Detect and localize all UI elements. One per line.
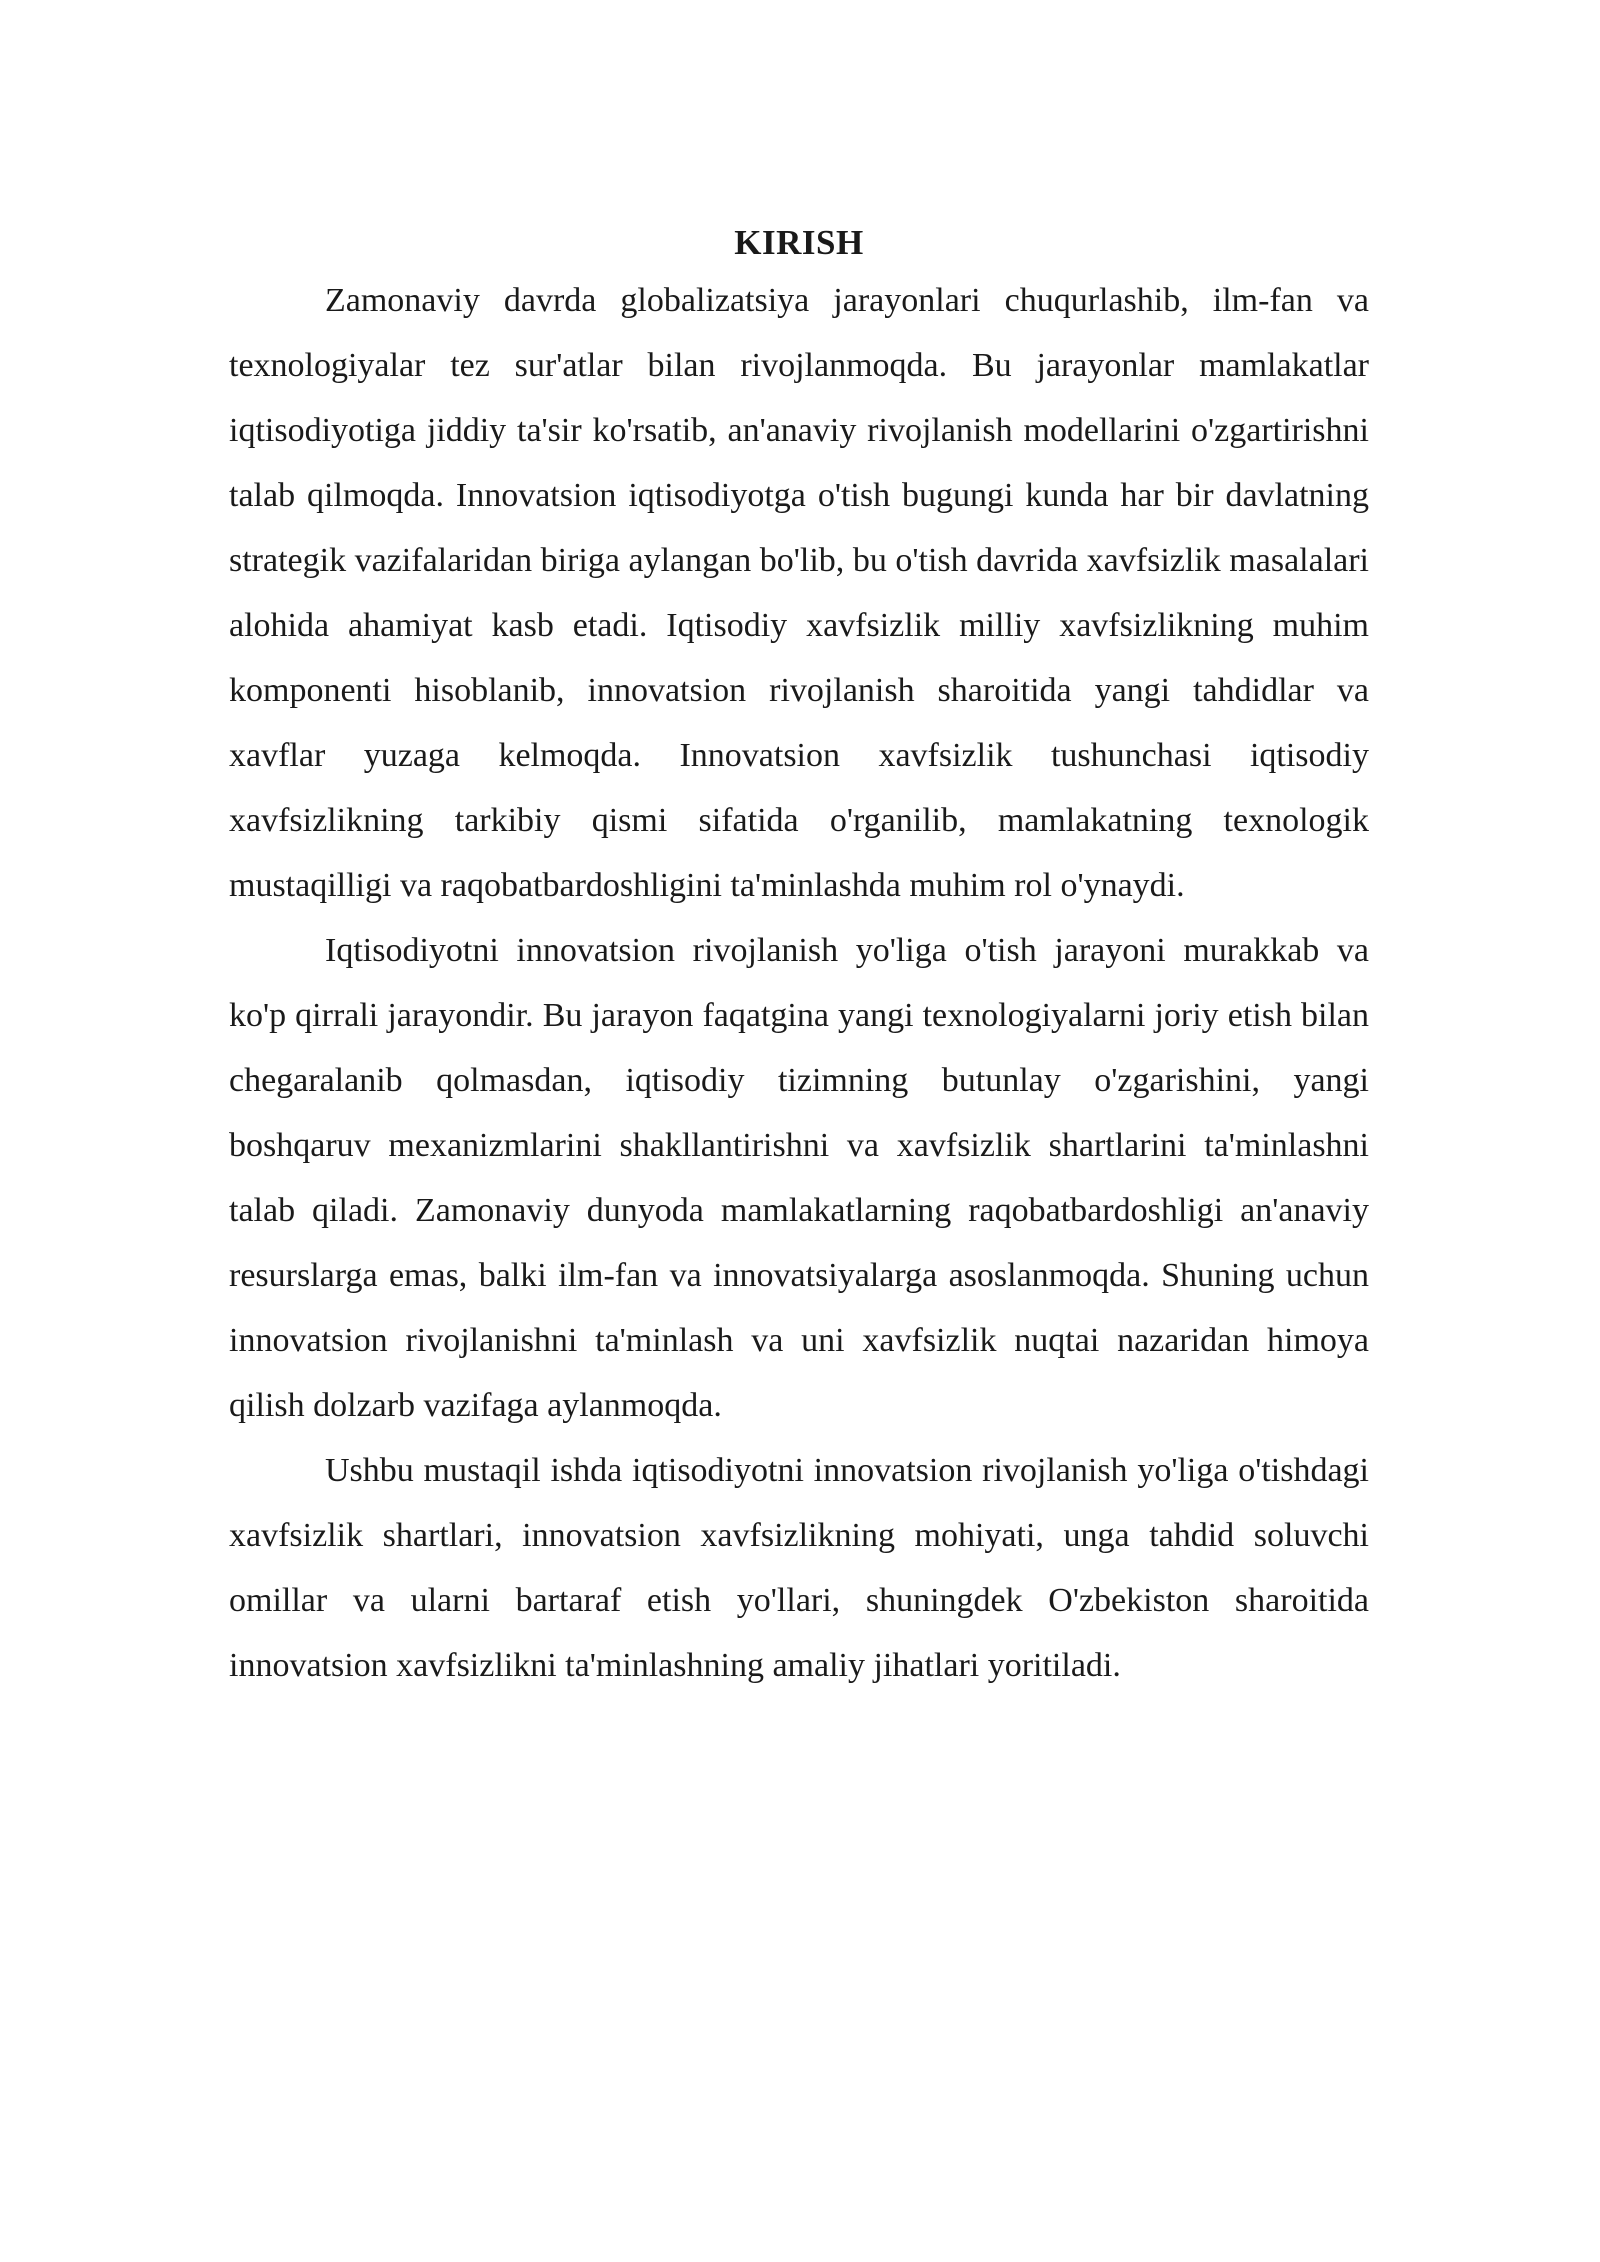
paragraph-3: Ushbu mustaqil ishda iqtisodiyotni innovatsion rivojlanish yo'liga o'tishdagi xavfsizlik shartlari, innovatsion xavfsizlikning mohiyati, unga tahdid soluvchi omillar va ularni bartaraf etish yo'llari, shuningdek O'zbekiston sharoitida innovatsion xavfsizlikni ta'minlashning amaliy jihatlari yoritiladi.	[229, 1452, 1369, 1684]
paragraph-2: Iqtisodiyotni innovatsion rivojlanish yo'liga o'tish jarayoni murakkab va ko'p qirrali jarayondir. Bu jarayon faqatgina yangi texnologiyalarni joriy etish bilan chegaralanib qolmasdan, iqtisodiy tizimning butunlay o'zgarishini, yangi boshqaruv mexanizmlarini shakllantirishni va xavfsizlik shartlarini ta'minlashni talab qiladi. Zamonaviy dunyoda mamlakatlarning raqobatbardoshligi an'anaviy resurslarga emas, balki ilm-fan va innovatsiyalarga asoslanmoqda. Shuning uchun innovatsion rivojlanishni ta'minlash va uni xavfsizlik nuqtai nazaridan himoya qilish dolzarb vazifaga aylanmoqda.	[229, 932, 1369, 1424]
section-title: KIRISH	[734, 223, 864, 262]
paragraph-1: Zamonaviy davrda globalizatsiya jarayonlari chuqurlashib, ilm-fan va texnologiyalar tez sur'atlar bilan rivojlanmoqda. Bu jarayonlar mamlakatlar iqtisodiyotiga jiddiy ta'sir ko'rsatib, an'anaviy rivojlanish modellarini o'zgartirishni talab qilmoqda. Innovatsion iqtisodiyotga o'tish bugungi kunda har bir davlatning strategik vazifalaridan biriga aylangan bo'lib, bu o'tish davrida xavfsizlik masalalari alohida ahamiyat kasb etadi. Iqtisodiy xavfsizlik milliy xavfsizlikning muhim komponenti hisoblanib, innovatsion rivojlanish sharoitida yangi tahdidlar va xavflar yuzaga kelmoqda. Innovatsion xavfsizlik tushunchasi iqtisodiy xavfsizlikning tarkibiy qismi sifatida o'rganilib, mamlakatning texnologik mustaqilligi va raqobatbardoshligini ta'minlashda muhim rol o'ynaydi.	[229, 282, 1369, 904]
